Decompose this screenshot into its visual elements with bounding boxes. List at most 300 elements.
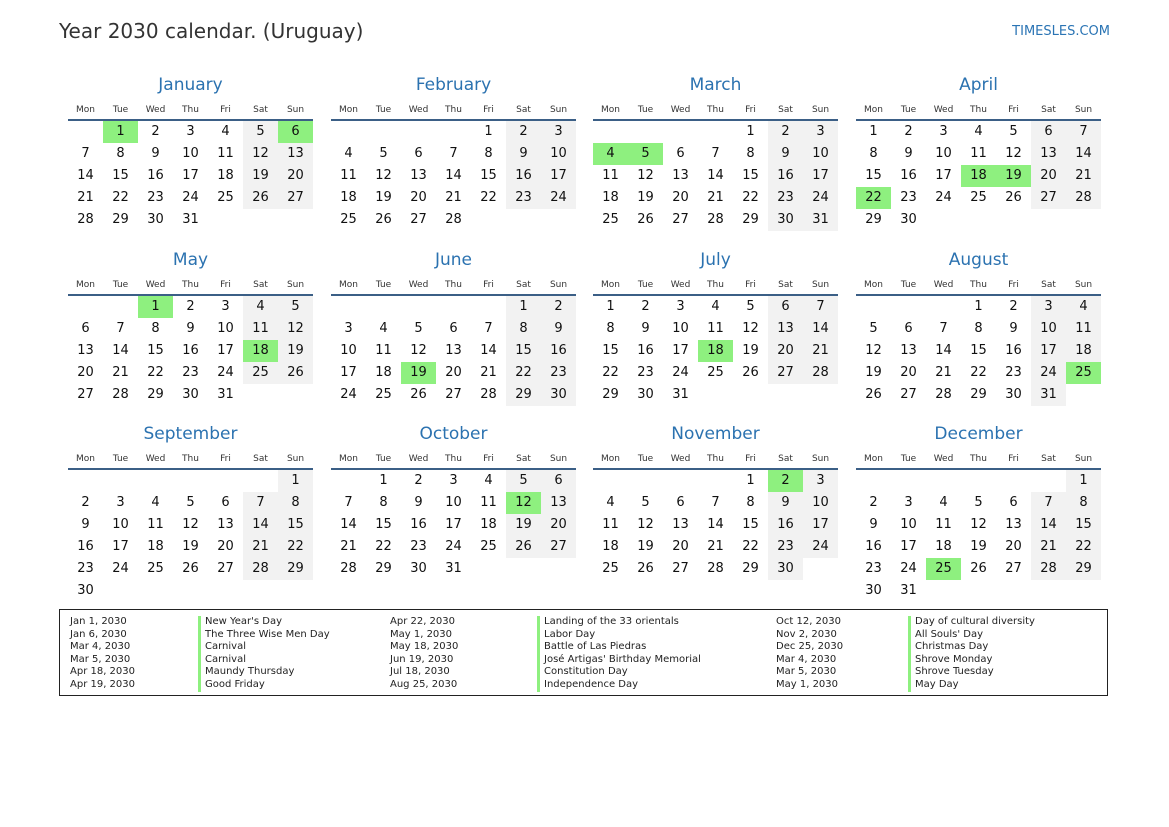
weekday-header: Fri [220,454,231,464]
holiday-day-cell: 5 [628,143,663,165]
weekday-header: Mon [864,105,883,115]
day-cell: 12 [375,168,392,183]
day-cell: 12 [637,517,654,532]
weekday-header: Sun [811,454,830,464]
day-cell: 24 [340,387,357,402]
day-cell: 16 [541,340,576,362]
day-cell: 26 [865,387,882,402]
day-cell: 4 [243,296,278,318]
day-cell: 29 [742,561,759,576]
day-cell: 23 [768,187,803,209]
weekday-header: Thu [182,280,199,290]
day-cell: 30 [541,384,576,406]
day-cell: 10 [541,143,576,165]
weekday-header: Sun [549,105,568,115]
holiday-date: May 1, 2030 [776,678,839,690]
day-cell: 28 [77,212,94,227]
day-cell: 24 [1031,362,1066,384]
day-cell: 2 [414,473,423,488]
holiday-date: Apr 18, 2030 [70,666,136,678]
day-cell: 9 [186,321,195,336]
day-cell: 27 [278,187,313,209]
day-cell: 1 [869,124,878,139]
weekday-header: Fri [483,454,494,464]
holiday-day-cell: 18 [243,340,278,362]
day-cell: 16 [182,343,199,358]
day-cell: 2 [1009,299,1018,314]
weekday-header: Thu [445,454,462,464]
day-cell: 30 [768,209,803,231]
day-cell: 6 [904,321,913,336]
month-name: September [143,424,238,444]
day-cell: 9 [641,321,650,336]
day-cell: 13 [1005,517,1022,532]
day-cell: 23 [506,187,541,209]
day-cell: 16 [768,165,803,187]
weekday-header: Sat [1041,454,1056,464]
day-cell: 12 [742,321,759,336]
weekday-header: Tue [112,280,129,290]
month-name: April [959,75,998,95]
holiday-name: Good Friday [205,678,265,690]
day-cell: 11 [935,517,952,532]
day-cell: 29 [602,387,619,402]
weekday-header: Sun [1074,454,1093,464]
weekday-header: Sun [549,454,568,464]
day-cell: 21 [707,539,724,554]
day-cell: 4 [221,124,230,139]
holiday-name: José Artigas' Birthday Memorial [544,653,701,665]
day-cell: 3 [1031,296,1066,318]
day-cell: 2 [541,296,576,318]
day-cell: 29 [742,212,759,227]
day-cell: 15 [375,517,392,532]
day-cell: 10 [900,517,917,532]
day-cell: 20 [278,165,313,187]
weekday-header: Tue [112,454,129,464]
day-cell: 7 [81,146,90,161]
day-cell: 1 [379,473,388,488]
day-cell: 19 [742,343,759,358]
day-cell: 16 [410,517,427,532]
day-cell: 4 [711,299,720,314]
weekday-header: Fri [483,105,494,115]
day-cell: 22 [742,539,759,554]
holiday-name: Battle of Las Piedras [544,641,647,653]
holiday-name: Shrove Monday [915,653,993,665]
day-cell: 24 [445,539,462,554]
day-cell: 12 [637,168,654,183]
day-cell: 12 [410,343,427,358]
day-cell: 19 [375,190,392,205]
day-cell: 26 [375,212,392,227]
day-cell: 20 [541,514,576,536]
day-cell: 6 [541,470,576,492]
day-cell: 21 [445,190,462,205]
day-cell: 14 [243,514,278,536]
day-cell: 30 [410,561,427,576]
day-cell: 12 [243,143,278,165]
weekday-header: Sun [549,280,568,290]
holiday-date: Jul 18, 2030 [390,666,450,678]
day-cell: 31 [182,212,199,227]
holiday-names-col-2 [537,616,701,692]
day-cell: 23 [900,190,917,205]
weekday-header: Thu [970,454,987,464]
day-cell: 17 [541,165,576,187]
weekday-header: Wed [670,280,691,290]
holiday-day-cell: 1 [138,296,173,318]
holiday-day-cell: 6 [278,121,313,143]
holiday-name: Shrove Tuesday [915,666,994,678]
weekday-header: Sun [811,280,830,290]
weekday-header: Sat [253,105,268,115]
holiday-day-cell: 18 [698,340,733,362]
day-cell: 14 [445,168,462,183]
day-cell: 3 [344,321,353,336]
holiday-date: May 18, 2030 [390,641,459,653]
weekday-header: Thu [707,105,724,115]
day-cell: 18 [340,190,357,205]
day-cell: 5 [641,495,650,510]
day-cell: 8 [746,146,755,161]
day-cell: 11 [707,321,724,336]
month-name: May [172,250,209,270]
weekday-header: Fri [745,280,756,290]
holiday-day-cell: 1 [103,121,138,143]
holiday-date: Aug 25, 2030 [390,678,458,690]
day-cell: 3 [939,124,948,139]
day-cell: 27 [410,212,427,227]
weekday-header: Sat [1041,105,1056,115]
holiday-date: Oct 12, 2030 [776,616,841,627]
day-cell: 28 [707,561,724,576]
day-cell: 19 [243,165,278,187]
day-cell: 5 [414,321,423,336]
day-cell: 26 [410,387,427,402]
day-cell: 7 [484,321,493,336]
day-cell: 19 [182,539,199,554]
day-cell: 29 [1066,558,1101,580]
weekday-header: Mon [76,105,95,115]
day-cell: 29 [375,561,392,576]
day-cell: 2 [186,299,195,314]
weekday-header: Wed [145,454,166,464]
day-cell: 13 [278,143,313,165]
day-cell: 15 [480,168,497,183]
day-cell: 3 [541,121,576,143]
day-cell: 3 [904,495,913,510]
day-cell: 22 [147,365,164,380]
day-cell: 12 [278,318,313,340]
holiday-date: Jan 1, 2030 [70,616,127,627]
day-cell: 5 [869,321,878,336]
day-cell: 7 [803,296,838,318]
weekday-header: Wed [933,454,954,464]
day-cell: 26 [506,536,541,558]
weekday-header: Wed [408,454,429,464]
day-cell: 23 [182,365,199,380]
day-cell: 10 [672,321,689,336]
day-cell: 16 [1005,343,1022,358]
day-cell: 26 [637,561,654,576]
weekday-header: Tue [637,454,654,464]
day-cell: 21 [707,190,724,205]
day-cell: 9 [869,517,878,532]
day-cell: 24 [803,187,838,209]
holiday-day-cell: 12 [506,492,541,514]
holiday-day-cell: 25 [1066,362,1101,384]
holiday-name: Carnival [205,641,246,653]
day-cell: 23 [768,536,803,558]
holiday-date: Nov 2, 2030 [776,628,837,640]
holiday-day-cell: 19 [401,362,436,384]
day-cell: 8 [869,146,878,161]
day-cell: 22 [506,362,541,384]
day-cell: 20 [672,539,689,554]
weekday-header: Sat [253,280,268,290]
weekday-header: Tue [900,454,917,464]
day-cell: 29 [506,384,541,406]
day-cell: 10 [217,321,234,336]
day-cell: 2 [641,299,650,314]
day-cell: 6 [676,495,685,510]
day-cell: 1 [746,473,755,488]
weekday-header: Thu [182,454,199,464]
day-cell: 8 [1066,492,1101,514]
site-link[interactable]: TIMESLES.COM [1012,24,1110,39]
weekday-header: Mon [339,280,358,290]
day-cell: 8 [116,146,125,161]
day-cell: 7 [939,321,948,336]
day-cell: 18 [935,539,952,554]
holiday-name: Independence Day [544,678,639,690]
day-cell: 30 [182,387,199,402]
day-cell: 7 [711,495,720,510]
day-cell: 28 [935,387,952,402]
day-cell: 13 [445,343,462,358]
day-cell: 27 [672,561,689,576]
day-cell: 31 [672,387,689,402]
weekday-header: Sun [286,280,305,290]
day-cell: 7 [1031,492,1066,514]
weekday-header: Wed [670,454,691,464]
weekday-header: Sun [1074,105,1093,115]
day-cell: 16 [768,514,803,536]
day-cell: 24 [672,365,689,380]
month-name: December [934,424,1023,444]
day-cell: 21 [1031,536,1066,558]
day-cell: 19 [637,539,654,554]
day-cell: 10 [803,492,838,514]
page-title: Year 2030 calendar. (Uruguay) [59,19,364,43]
weekday-header: Thu [445,280,462,290]
day-cell: 10 [1031,318,1066,340]
day-cell: 28 [340,561,357,576]
month-name: February [415,75,492,95]
day-cell: 29 [112,212,129,227]
holiday-dates-col-1 [70,616,135,692]
weekday-header: Fri [483,280,494,290]
day-cell: 3 [803,470,838,492]
day-cell: 16 [900,168,917,183]
holiday-names-col-1 [198,616,330,692]
day-cell: 8 [278,492,313,514]
day-cell: 23 [865,561,882,576]
day-cell: 6 [676,146,685,161]
holiday-date: Dec 25, 2030 [776,641,844,653]
weekday-header: Tue [375,454,392,464]
day-cell: 9 [768,143,803,165]
day-cell: 21 [243,536,278,558]
day-cell: 11 [147,517,164,532]
day-cell: 27 [1005,561,1022,576]
day-cell: 2 [81,495,90,510]
day-cell: 3 [803,121,838,143]
day-cell: 25 [147,561,164,576]
day-cell: 25 [480,539,497,554]
day-cell: 25 [602,561,619,576]
day-cell: 24 [803,536,838,558]
day-cell: 26 [182,561,199,576]
day-cell: 27 [77,387,94,402]
day-cell: 13 [672,517,689,532]
day-cell: 14 [1031,514,1066,536]
day-cell: 17 [1031,340,1066,362]
day-cell: 2 [768,121,803,143]
day-cell: 23 [410,539,427,554]
day-cell: 2 [904,124,913,139]
weekday-header: Sat [253,454,268,464]
holiday-date: Mar 4, 2030 [776,653,837,665]
day-cell: 22 [1066,536,1101,558]
holiday-date: Jun 19, 2030 [390,653,454,665]
day-cell: 16 [147,168,164,183]
day-cell: 24 [112,561,129,576]
day-cell: 4 [151,495,160,510]
weekday-header: Mon [601,105,620,115]
day-cell: 13 [1031,143,1066,165]
weekday-header: Fri [220,280,231,290]
day-cell: 11 [602,168,619,183]
weekday-header: Tue [637,105,654,115]
day-cell: 1 [974,299,983,314]
day-cell: 26 [278,362,313,384]
weekday-header: Tue [112,105,129,115]
holiday-day-cell: 2 [768,470,803,492]
weekday-header: Fri [220,105,231,115]
day-cell: 26 [1005,190,1022,205]
day-cell: 29 [278,558,313,580]
day-cell: 9 [506,143,541,165]
day-cell: 13 [77,343,94,358]
day-cell: 16 [637,343,654,358]
header-rule [856,468,1101,470]
day-cell: 10 [340,343,357,358]
day-cell: 24 [217,365,234,380]
day-cell: 21 [803,340,838,362]
day-cell: 8 [484,146,493,161]
day-cell: 28 [803,362,838,384]
holiday-dates-col-3 [776,616,843,692]
day-cell: 18 [375,365,392,380]
weekday-header: Fri [1008,454,1019,464]
holiday-day-cell: 22 [856,187,891,209]
day-cell: 17 [217,343,234,358]
day-cell: 9 [414,495,423,510]
holiday-date: Apr 22, 2030 [390,616,456,627]
weekday-header: Mon [76,454,95,464]
day-cell: 4 [974,124,983,139]
day-cell: 4 [606,495,615,510]
day-cell: 12 [865,343,882,358]
day-cell: 22 [375,539,392,554]
holiday-names-col-3 [908,616,1035,692]
day-cell: 13 [217,517,234,532]
day-cell: 6 [1031,121,1066,143]
weekday-header: Wed [145,105,166,115]
day-cell: 13 [900,343,917,358]
day-cell: 7 [243,492,278,514]
day-cell: 22 [742,190,759,205]
day-cell: 4 [484,473,493,488]
day-cell: 12 [970,517,987,532]
day-cell: 27 [900,387,917,402]
day-cell: 10 [935,146,952,161]
day-cell: 3 [676,299,685,314]
day-cell: 17 [672,343,689,358]
day-cell: 23 [541,362,576,384]
day-cell: 11 [243,318,278,340]
day-cell: 13 [541,492,576,514]
day-cell: 3 [221,299,230,314]
day-cell: 9 [768,492,803,514]
day-cell: 21 [77,190,94,205]
day-cell: 8 [379,495,388,510]
day-cell: 30 [1005,387,1022,402]
holiday-name: The Three Wise Men Day [205,628,330,640]
holiday-day-cell: 4 [593,143,628,165]
day-cell: 6 [221,495,230,510]
header-rule [68,468,313,470]
day-cell: 25 [970,190,987,205]
weekday-header: Wed [670,105,691,115]
day-cell: 20 [900,365,917,380]
weekday-header: Sat [778,454,793,464]
day-cell: 17 [340,365,357,380]
day-cell: 2 [869,495,878,510]
day-cell: 21 [935,365,952,380]
day-cell: 28 [243,558,278,580]
holiday-date: Mar 4, 2030 [70,641,131,653]
day-cell: 11 [1066,318,1101,340]
day-cell: 27 [672,212,689,227]
day-cell: 28 [445,212,462,227]
day-cell: 18 [217,168,234,183]
day-cell: 8 [974,321,983,336]
weekday-header: Thu [970,280,987,290]
day-cell: 17 [182,168,199,183]
weekday-header: Mon [76,280,95,290]
day-cell: 21 [112,365,129,380]
day-cell: 29 [970,387,987,402]
day-cell: 20 [768,340,803,362]
day-cell: 7 [1066,121,1101,143]
holiday-name: All Souls' Day [915,628,984,640]
day-cell: 27 [541,536,576,558]
day-cell: 9 [151,146,160,161]
day-cell: 20 [217,539,234,554]
